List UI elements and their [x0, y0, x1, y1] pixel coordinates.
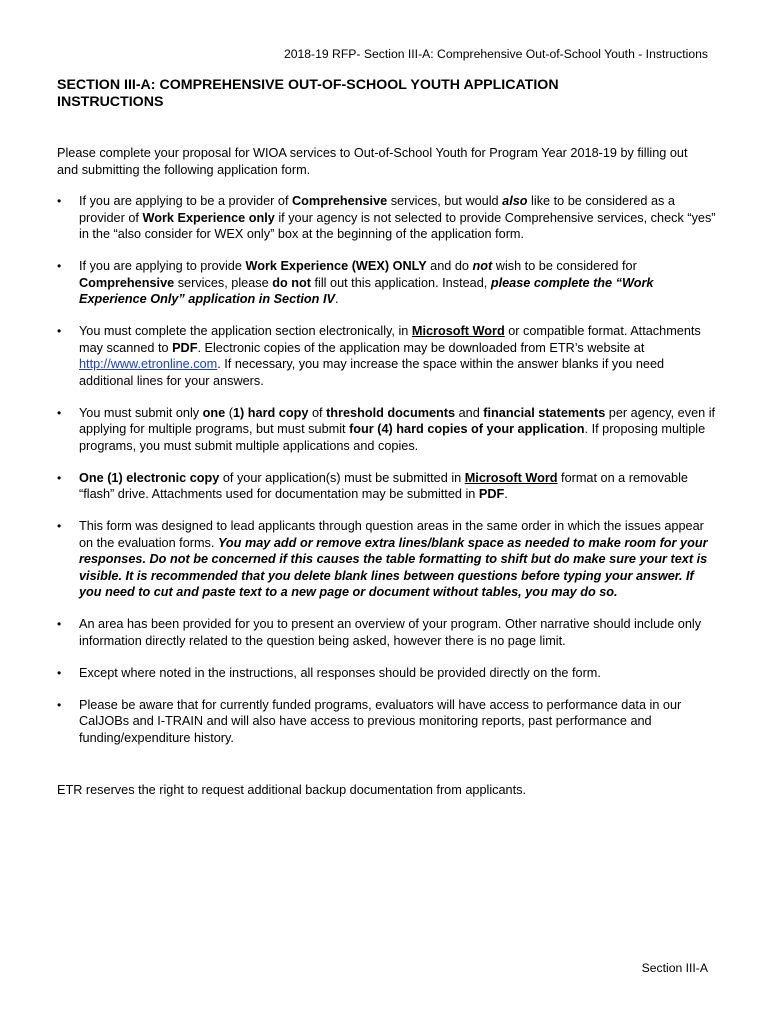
bullet-icon: •: [57, 519, 62, 533]
instruction-text: . If necessary, you may increase the space within the answer blanks if you need additional lines for your answers.: [79, 357, 665, 388]
instruction-text: This form was designed to lead applicants through question areas in the same order in which the issues appear on the evaluation forms.: [79, 519, 704, 550]
instruction-item: [57, 258, 717, 308]
bullet-icon: •: [57, 259, 62, 273]
page-footer: Section III-A: [641, 961, 708, 975]
instruction-text: One (1) electronic copy: [79, 470, 220, 485]
instruction-text: of: [308, 405, 327, 420]
instruction-text: please complete the “Work Experience Only” application in Section IV: [79, 275, 654, 306]
instruction-text: Please be aware that for currently funded programs, evaluators will have access to performance data in our CalJOBs and I-TRAIN and will also have access to previous monitoring reports, past performance and funding/expenditure history.: [79, 697, 682, 745]
instruction-text: like to be considered as a provider of: [79, 194, 675, 225]
instruction-text: . Electronic copies of the application may be downloaded from ETR’s website at: [197, 340, 645, 355]
instruction-text: .: [334, 292, 339, 306]
instruction-text: (: [225, 405, 233, 420]
instruction-item: [57, 470, 717, 503]
instruction-text: and do: [426, 259, 473, 273]
instruction-text: per agency, even if applying for multiple programs, but must submit: [79, 405, 716, 436]
instruction-text: PDF: [478, 487, 505, 501]
bullet-icon: •: [57, 324, 62, 338]
instruction-text: You must submit only: [79, 405, 203, 420]
instruction-item: [57, 405, 717, 455]
instruction-text: if your agency is not selected to provide Comprehensive services, check “yes” in the “also consider for WEX only” box at the beginning of the application form.: [79, 210, 716, 241]
instruction-item: [57, 616, 717, 649]
instruction-text: financial statements: [483, 405, 606, 420]
instruction-text: one: [202, 405, 226, 420]
instruction-text: Microsoft Word: [411, 324, 505, 338]
instruction-text: Except where noted in the instructions, all responses should be provided directly on the form.: [79, 665, 601, 680]
bullet-icon: •: [57, 665, 62, 680]
instruction-text: threshold documents: [326, 405, 456, 420]
instruction-text: An area has been provided for you to present an overview of your program. Other narrative should include only information directly related to the question being asked, however there is no page limit.: [79, 617, 702, 648]
instruction-text: four (4) hard copies of your application: [349, 422, 585, 436]
instruction-text: services, but would: [387, 194, 503, 208]
instruction-item: [57, 518, 717, 601]
instruction-text: wish to be considered for: [492, 259, 637, 273]
instruction-text: fill out this application. Instead,: [310, 275, 491, 290]
instruction-text: Comprehensive: [79, 275, 175, 290]
instruction-text: . If proposing multiple programs, you must submit multiple applications and copies.: [79, 422, 706, 453]
instruction-text: If you are applying to provide: [79, 259, 246, 273]
instruction-text: .: [504, 487, 508, 501]
bullet-icon: •: [57, 697, 62, 712]
section-title-line-2: INSTRUCTIONS: [57, 94, 164, 110]
instruction-text: PDF: [172, 340, 198, 355]
instruction-text: Microsoft Word: [464, 470, 558, 485]
bullet-icon: •: [57, 617, 62, 631]
instruction-item: [57, 323, 717, 389]
instruction-item: [57, 665, 717, 682]
instruction-text: and: [455, 405, 484, 420]
instruction-text: do not: [272, 275, 311, 290]
instruction-text: Work Experience only: [142, 210, 275, 225]
instruction-item: [57, 193, 717, 243]
intro-paragraph: Please complete your proposal for WIOA services to Out-of-School Youth for Program Year 2018-19 by filling out and submitting the following application form.: [57, 146, 688, 177]
instruction-text: 1) hard copy: [232, 405, 309, 420]
instruction-list: [57, 193, 717, 762]
instruction-text: of your application(s) must be submitted in: [219, 470, 465, 485]
instruction-text: You may add or remove extra lines/blank space as needed to make room for your responses. Do not be concerned if this causes the table formatting to shift but do make sure your text is visible. It is recommended that you delete blank lines between questions before typing your answer. If you need to cut and paste text to a new page or document without tables, you may do so.: [79, 535, 708, 599]
bullet-icon: •: [57, 470, 62, 485]
running-header: 2018-19 RFP- Section III-A: Comprehensive Out-of-School Youth - Instructions: [283, 47, 708, 61]
bullet-icon: •: [57, 405, 62, 420]
instruction-text: format on a removable “flash” drive. Attachments used for documentation may be submitted in: [79, 470, 688, 501]
website-link[interactable]: http://www.etronline.com: [79, 357, 218, 371]
bullet-icon: •: [57, 194, 62, 208]
instruction-text: Comprehensive: [292, 194, 388, 208]
section-title: [57, 77, 697, 111]
instruction-text: also: [502, 194, 528, 208]
instruction-text: If you are applying to be a provider of: [79, 194, 292, 208]
instruction-text: Work Experience (WEX) ONLY: [245, 259, 427, 273]
instruction-text: You must complete the application section electronically, in: [79, 324, 412, 338]
closing-paragraph: ETR reserves the right to request additional backup documentation from applicants.: [57, 783, 526, 797]
section-title-line-1: SECTION III-A: COMPREHENSIVE OUT-OF-SCHOOL YOUTH APPLICATION: [57, 77, 559, 93]
instruction-text: or compatible format. Attachments may scanned to: [79, 324, 701, 355]
instruction-text: services, please: [174, 275, 273, 290]
instruction-text: not: [472, 259, 493, 273]
instruction-item: [57, 697, 717, 747]
